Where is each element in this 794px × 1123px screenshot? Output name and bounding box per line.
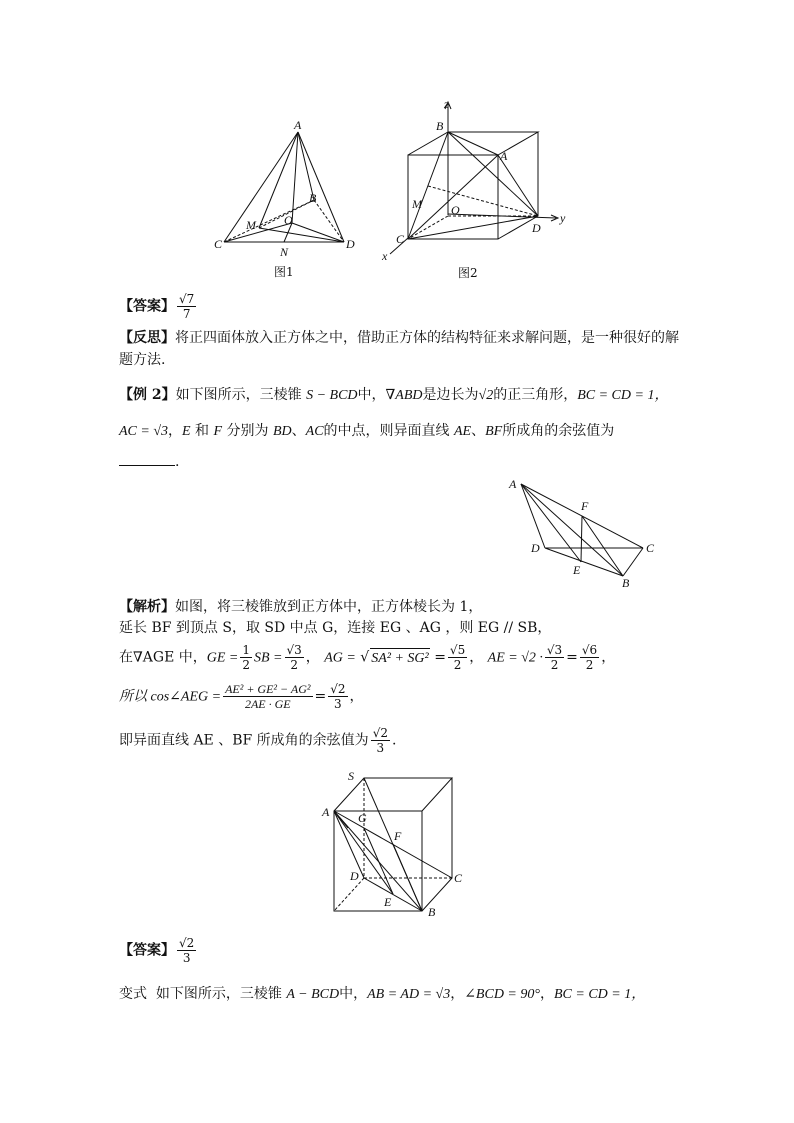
tetrahedron-diagram xyxy=(214,118,364,278)
label-A: A xyxy=(509,477,517,491)
label-M: M xyxy=(412,197,422,211)
analysis-line-3: 在∇AGE 中，GE = $\frac{1}{2}$ SB = $\frac{√3}{2}$ ， AG = √ SA² + SG² = $\frac{√5}{2}$ ， AE = √2 · $\frac{√3}{2}$ = $\frac{√6}{2}$ ， xyxy=(119,643,616,672)
label-A: A xyxy=(294,118,302,132)
label-A: A xyxy=(322,805,330,819)
answer-tag: 【答案】 xyxy=(119,942,175,959)
reflection-tag: 【反思】 xyxy=(119,330,175,346)
label-B: B xyxy=(309,191,317,205)
blank-line xyxy=(119,453,175,466)
pyramid-in-cube-diagram xyxy=(320,766,470,918)
example2-answer-blank: . xyxy=(119,452,179,472)
label-D: D xyxy=(532,221,541,235)
figure-2 xyxy=(376,98,576,280)
label-x: x xyxy=(382,249,388,263)
example-tag: 【例 2】 xyxy=(119,387,176,403)
label-S: S xyxy=(348,769,354,783)
label-y: y xyxy=(560,211,566,225)
cube-axes-diagram xyxy=(376,98,576,280)
example2-line-2: AC = √3，E 和 F 分别为 BD、AC的中点，则异面直线 AE、BF所成角的余弦值为 xyxy=(119,423,615,439)
label-F: F xyxy=(581,499,589,513)
figure-1-caption: 图1 xyxy=(274,265,294,279)
figure-4 xyxy=(320,766,470,918)
label-M: M xyxy=(246,218,256,232)
label-C: C xyxy=(454,871,463,885)
label-D: D xyxy=(350,869,359,883)
label-F: F xyxy=(394,829,402,843)
label-E: E xyxy=(384,895,392,909)
label-O: O xyxy=(451,203,460,217)
label-C: C xyxy=(396,232,405,246)
figure-2-caption: 图2 xyxy=(458,266,478,280)
label-N: N xyxy=(280,245,289,259)
label-z: z xyxy=(444,98,449,111)
analysis-line-5: 即异面直线 AE 、BF 所成角的余弦值为 $\frac{√2}{3}$ . xyxy=(119,726,397,755)
label-C: C xyxy=(214,237,223,251)
pyramid-diagram xyxy=(505,474,665,588)
label-E: E xyxy=(573,563,581,577)
answer-2 xyxy=(119,936,198,965)
answer-tag: 【答案】 xyxy=(119,298,175,315)
label-B: B xyxy=(428,905,436,918)
label-B: B xyxy=(622,576,630,588)
label-A: A xyxy=(500,149,508,163)
label-G: G xyxy=(358,811,367,825)
answer-1 xyxy=(119,292,198,321)
reflection-line-1: 【反思】将正四面体放入正方体之中，借助正方体的结构特征来求解问题，是一种很好的解 xyxy=(119,330,679,346)
variant-tag: 变式 xyxy=(119,986,147,1002)
answer-fraction: $\frac{√7}{7}$ xyxy=(179,292,195,321)
label-C: C xyxy=(646,541,655,555)
label-D: D xyxy=(346,237,355,251)
label-D: D xyxy=(531,541,540,555)
figure-1 xyxy=(214,118,364,278)
answer-fraction: $\frac{√2}{3}$ xyxy=(179,936,195,965)
analysis-line-1: 【解析】如图，将三棱锥放到正方体中，正方体棱长为 1， xyxy=(119,599,483,615)
figure-3 xyxy=(505,474,665,588)
label-B: B xyxy=(436,119,444,133)
label-O: O xyxy=(284,213,293,227)
analysis-tag: 【解析】 xyxy=(119,599,175,615)
analysis-line-2: 延长 BF 到顶点 S，取 SD 中点 G，连接 EG 、AG ，则 EG // SB， xyxy=(119,620,552,636)
reflection-line-2: 题方法. xyxy=(119,352,166,368)
variant-line: 变式 如下图所示，三棱锥 A − BCD中，AB = AD = √3，∠BCD = 90°，BC = CD = 1， xyxy=(119,986,646,1002)
analysis-line-4: 所以 cos∠AEG = $\frac{\text{AE² + GE² − AG²}}{2AE \cdot GE}$ = $\frac{√2}{3}$ ， xyxy=(119,682,364,711)
example2-line-1: 【例 2】如下图所示，三棱锥 S − BCD中，∇ABD是边长为√2的正三角形，BC = CD = 1， xyxy=(119,387,669,403)
